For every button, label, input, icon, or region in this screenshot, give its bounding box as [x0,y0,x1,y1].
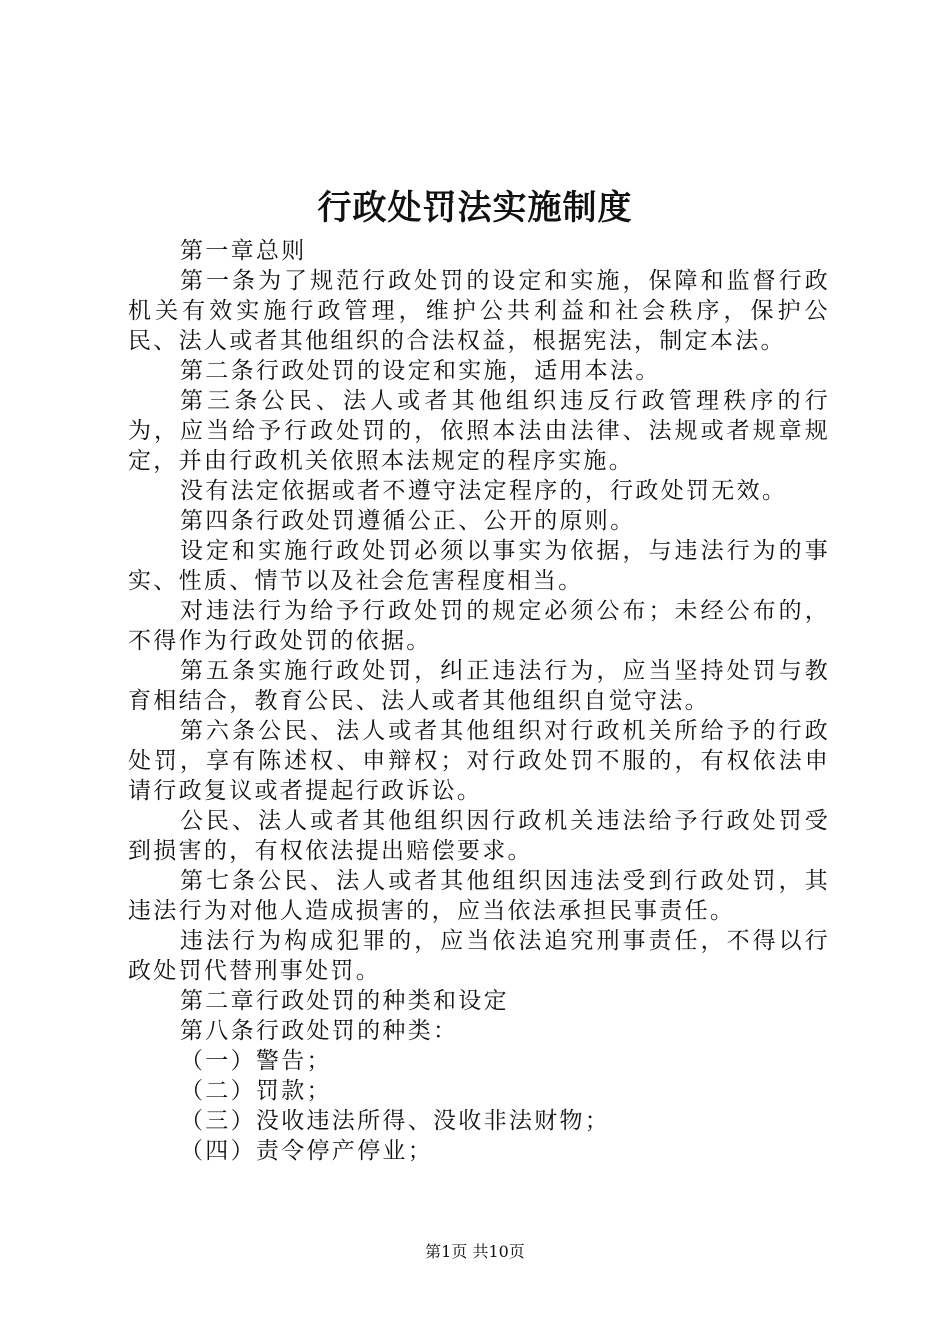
list-item: （三）没收违法所得、没收非法财物； [180,1108,611,1134]
list-item: （二）罚款； [180,1078,332,1104]
chapter-heading: 第二章行政处罚的种类和设定 [180,988,509,1014]
paragraph: 第八条行政处罚的种类： [180,1018,459,1044]
list-item: （四）责令停产停业； [180,1138,433,1164]
paragraph: 第七条公民、法人或者其他组织因违法受到行政处罚，其违法行为对他人造成损害的，应当依法承担民事责任。 [128,868,830,924]
page-number-footer: 第1页 共10页 [425,1242,525,1261]
chapter-heading: 第一章总则 [180,238,307,264]
paragraph: 公民、法人或者其他组织因行政机关违法给予行政处罚受到损害的，有权依法提出赔偿要求。 [128,808,830,864]
document-body [128,236,830,1166]
paragraph: 违法行为构成犯罪的，应当依法追究刑事责任，不得以行政处罚代替刑事处罚。 [128,928,830,984]
paragraph: 第一条为了规范行政处罚的设定和实施，保障和监督行政机关有效实施行政管理，维护公共利益和社会秩序，保护公民、法人或者其他组织的合法权益，根据宪法，制定本法。 [128,268,830,354]
paragraph: 对违法行为给予行政处罚的规定必须公布；未经公布的，不得作为行政处罚的依据。 [128,598,830,654]
list-item: （一）警告； [180,1048,332,1074]
paragraph: 设定和实施行政处罚必须以事实为依据，与违法行为的事实、性质、情节以及社会危害程度相当。 [128,538,830,594]
paragraph: 第六条公民、法人或者其他组织对行政机关所给予的行政处罚，享有陈述权、申辩权；对行政处罚不服的，有权依法申请行政复议或者提起行政诉讼。 [128,718,830,804]
paragraph: 第三条公民、法人或者其他组织违反行政管理秩序的行为，应当给予行政处罚的，依照本法由法律、法规或者规章规定，并由行政机关依照本法规定的程序实施。 [128,388,830,474]
paragraph: 第二条行政处罚的设定和实施，适用本法。 [180,358,661,384]
paragraph: 第五条实施行政处罚，纠正违法行为，应当坚持处罚与教育相结合，教育公民、法人或者其他组织自觉守法。 [128,658,830,714]
document-title: 行政处罚法实施制度 [317,188,633,228]
paragraph: 没有法定依据或者不遵守法定程序的，行政处罚无效。 [180,478,788,504]
paragraph: 第四条行政处罚遵循公正、公开的原则。 [180,508,636,534]
